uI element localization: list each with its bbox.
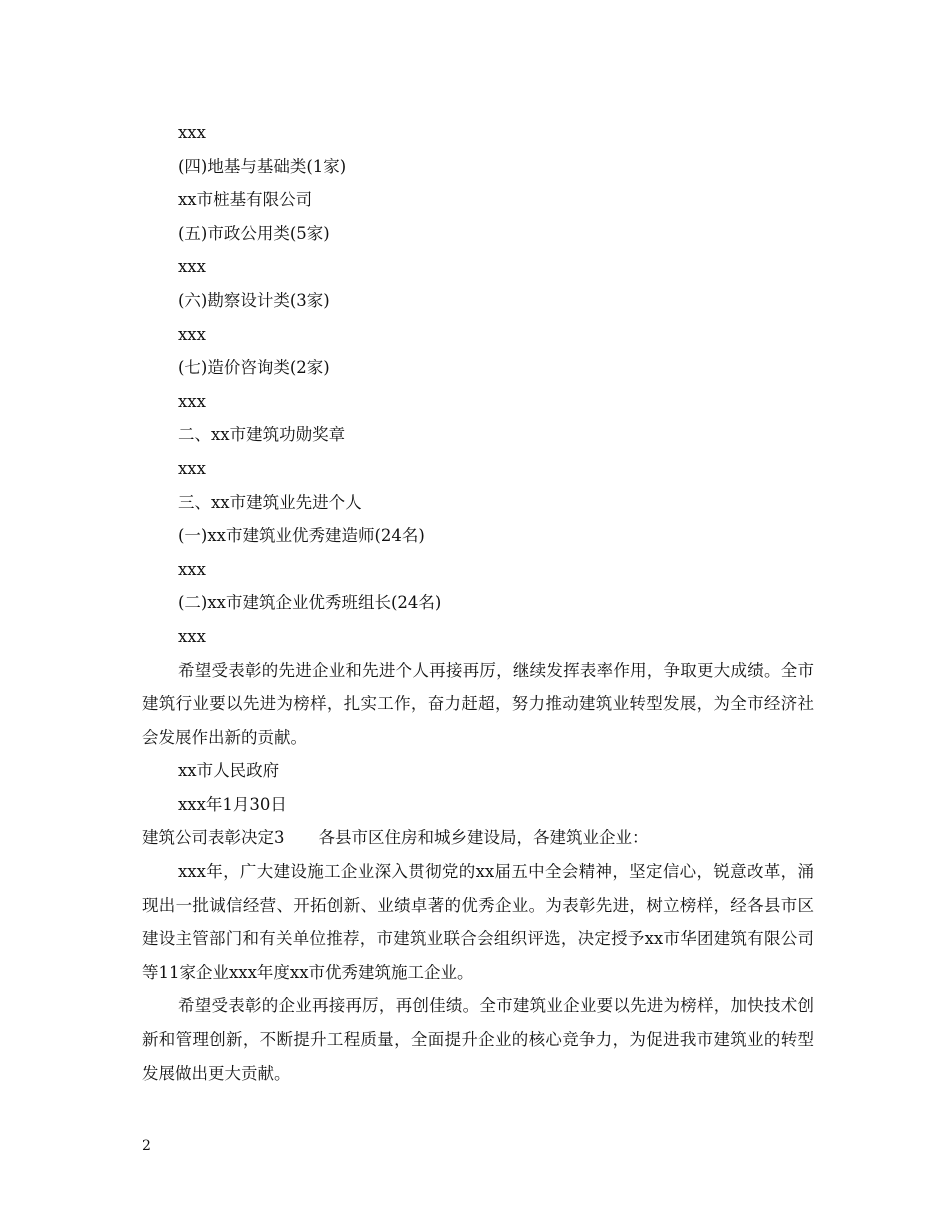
document-body bbox=[142, 116, 814, 1090]
body-paragraph: 希望受表彰的企业再接再厉，再创佳绩。全市建筑业企业要以先进为榜样，加快技术创新和管理创新，不断提升工程质量，全面提升企业的核心竞争力，为促进我市建筑业的转型发展做出更大贡献。 bbox=[142, 996, 814, 1083]
list-line: xxx bbox=[178, 123, 206, 142]
list-line: xxx bbox=[178, 324, 206, 344]
section-heading: 二、xx市建筑功勋奖章 bbox=[178, 425, 346, 445]
category-heading: (七)造价咨询类(2家) bbox=[178, 358, 330, 378]
page-number: 2 bbox=[142, 1138, 151, 1154]
section-heading: 三、xx市建筑业先进个人 bbox=[178, 492, 362, 512]
signature-date: xxx年1月30日 bbox=[178, 794, 287, 814]
section-addressee: 各县市区住房和城乡建设局，各建筑业企业： bbox=[318, 828, 649, 848]
section-title-line bbox=[142, 821, 814, 855]
category-heading: (二)xx市建筑企业优秀班组长(24名) bbox=[178, 593, 442, 613]
body-paragraph: 希望受表彰的先进企业和先进个人再接再厉，继续发挥表率作用，争取更大成绩。全市建筑行业要以先进为榜样，扎实工作，奋力赶超，努力推动建筑业转型发展，为全市经济社会发展作出新的贡献。 bbox=[142, 660, 814, 747]
category-heading: (五)市政公用类(5家) bbox=[178, 223, 330, 243]
category-heading: (四)地基与基础类(1家) bbox=[178, 156, 347, 176]
signature-organization: xx市人民政府 bbox=[178, 761, 280, 781]
list-line: xx市桩基有限公司 bbox=[178, 190, 313, 210]
list-line: xxx bbox=[178, 391, 206, 411]
list-line: xxx bbox=[178, 559, 206, 579]
body-paragraph: xxx年，广大建设施工企业深入贯彻党的xx届五中全会精神，坚定信心，锐意改革，涌现出一批诚信经营、开拓创新、业绩卓著的优秀企业。为表彰先进，树立榜样，经各县市区建设主管部门和有关单位推荐，市建筑业联合会组织评选，决定授予xx市华团建筑有限公司等11家企业xxx年度xx市优秀建筑施工企业。 bbox=[142, 862, 814, 982]
category-heading: (一)xx市建筑业优秀建造师(24名) bbox=[178, 526, 425, 546]
list-line: xxx bbox=[178, 458, 206, 478]
section-title: 建筑公司表彰决定3 bbox=[142, 828, 285, 848]
category-heading: (六)勘察设计类(3家) bbox=[178, 290, 330, 310]
list-line: xxx bbox=[178, 626, 206, 646]
list-line: xxx bbox=[178, 257, 206, 277]
